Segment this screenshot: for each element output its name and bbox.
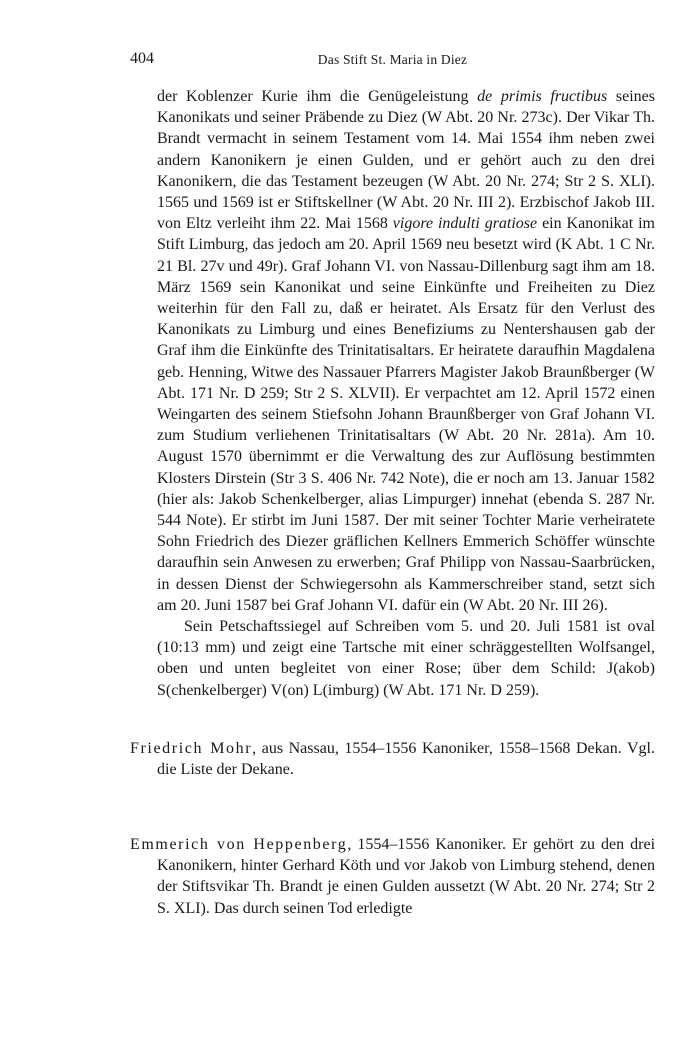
italic-latin-phrase: de primis fructibus <box>477 88 608 105</box>
entry-text: , 1554–1556 Kanoniker. Er gehört zu den drei Kanonikern, hinter Gerhard Köth und vor Jakob von Limburg stehend, denen der Stiftsvikar Th. Brandt je einen Gulden aussetzt (W Abt. 20 Nr. 274; Str 2 S. XLI). Das durch seinen Tod erledigte <box>157 836 656 917</box>
text-run: der Koblenzer Kurie ihm die Genügeleistung <box>157 88 478 105</box>
entry-mohr <box>130 738 655 780</box>
page-number: 404 <box>130 50 154 67</box>
seal-paragraph: Sein Petschaftssiegel auf Schreiben vom 5. und 20. Juli 1581 ist oval (10:13 mm) und zeigt eine Tartsche mit einer schräggestellten Wolfsangel, oben und unten begleitet von einer Rose; über dem Schild: J(akob) S(chenkelberger) V(on) L(imburg) (W Abt. 171 Nr. D 259). <box>157 618 655 699</box>
continuation-block <box>130 86 655 701</box>
text-run: ein Kanonikat im Stift Limburg, das jedoch am 20. April 1569 neu besetzt wird (K Abt. 1 C Nr. 21 Bl. 27v und 49r). Graf Johann VI. von Nassau-Dillenburg sagt ihm am 18. März 1569 sein Kanonikat und seine Einkünfte und Freiheiten zu Diez weiterhin für den Fall zu, daß er heiratet. Als Ersatz für den Verlust des Kanonikats zu Limburg und eines Benefiziums zu Nentershausen gab der Graf ihm die Einkünfte des Trinitatisaltars. Er heiratete daraufhin Magdalena geb. Henning, Witwe des Nassauer Pfarrers Magister Jakob Braunßberger (W Abt. 171 Nr. D 259; Str 2 S. XLVII). Er verpachtet am 12. April 1572 einen Weingarten des seinem Stiefsohn Johann Braunßberger von Graf Johann VI. zum Studium verliehenen Trinitatisaltars (W Abt. 20 Nr. 281a). Am 10. August 1570 übernimmt er die Verwaltung des zur Auflösung bestimmten Klosters Dirstein (Str 3 S. 406 Nr. 742 Note), die er noch am 13. Januar 1582 (hier als: Jakob Schenkelberger, alias Limpurger) innehat (ebenda S. 287 Nr. 544 Note). Er stirbt im Juni 1587. Der mit seiner Tochter Marie verheiratete Sohn Friedrich des Diezer gräflichen Kellners Emmerich Schöffer wünschte daraufhin sein Anwesen zu erwerben; Graf Philipp von Nassau-Saarbrücken, in dessen Dienst der Schwiegersohn als Kammerschreiber stand, setzt sich am 20. Juni 1587 bei Graf Johann VI. dafür ein (W Abt. 20 Nr. III 26). <box>157 215 656 614</box>
entry-paragraph <box>130 834 655 919</box>
entry-paragraph <box>130 738 655 780</box>
italic-latin-phrase: vigore indulti gratiose <box>392 215 538 233</box>
entry-text: , aus Nassau, 1554–1556 Kanoniker, 1558–1568 Dekan. Vgl. die Liste der Dekane. <box>157 740 655 779</box>
entry-heppenberg <box>130 834 655 919</box>
running-title: Das Stift St. Maria in Diez <box>317 52 468 67</box>
text-run: seines Kanonikats und seiner Präbende zu Diez (W Abt. 20 Nr. 273c). Der Vikar Th. Brandt vermacht in seinem Testament vom 14. Mai 1554 ihm neben zwei andern Kanonikern je einen Gulden, und er gehört auch zu den drei Kanonikern, die das Testament bezeugen (W Abt. 20 Nr. 274; Str 2 S. XLI). 1565 und 1569 ist er Stiftskellner (W Abt. 20 Nr. III 2). Erzbischof Jakob III. von Eltz verleiht ihm 22. Mai 1568 <box>157 88 656 233</box>
entry-name: Friedrich Mohr <box>130 740 253 757</box>
page-header <box>130 50 655 74</box>
continuation-paragraph <box>130 86 655 616</box>
entry-name: Emmerich von Heppenberg <box>130 836 348 853</box>
